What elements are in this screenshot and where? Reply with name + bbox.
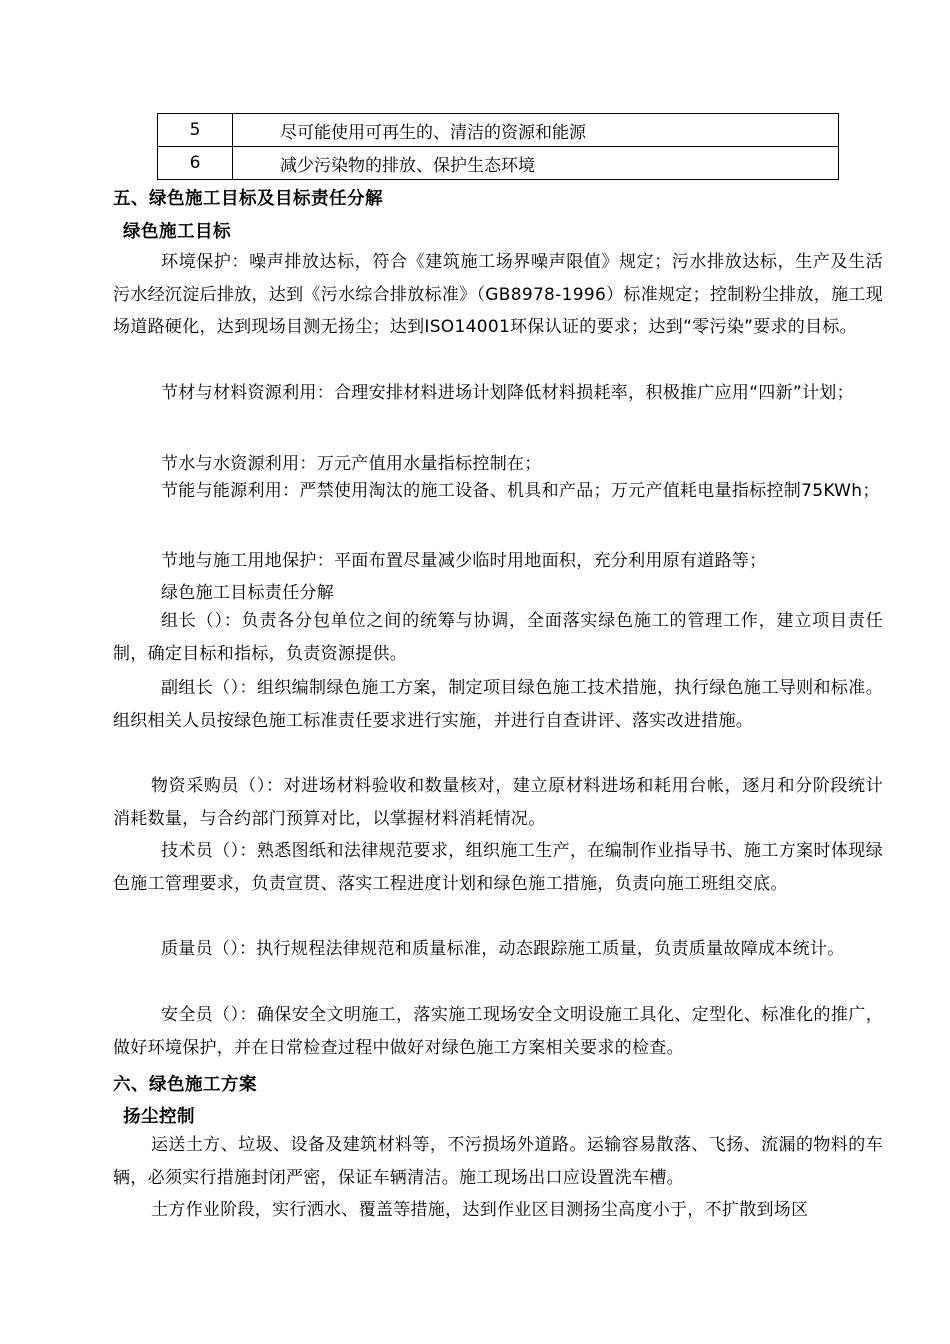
leader-paragraph: 组长（）：负责各分包单位之间的统筹与协调，全面落实绿色施工的管理工作，建立项目责任制，确定目标和指标，负责资源提供。 bbox=[113, 611, 883, 664]
row-text: 尽可能使用可再生的、清洁的资源和能源 bbox=[233, 114, 839, 147]
quality-paragraph: 质量员（）：执行规程法律规范和质量标准，动态跟踪施工质量，负责质量故障成本统计。 bbox=[161, 939, 845, 959]
section-6-heading: 六、绿色施工方案 bbox=[113, 1075, 257, 1095]
land-paragraph: 节地与施工用地保护：平面布置尽量减少临时用地面积，充分利用原有道路等； bbox=[161, 551, 767, 571]
deputy-paragraph: 副组长（）：组织编制绿色施工方案，制定项目绿色施工技术措施，执行绿色施工导则和标准。组织相关人员按绿色施工标准责任要求进行实施，并进行自查讲评、落实改进措施。 bbox=[113, 678, 883, 731]
earthwork-paragraph: 土方作业阶段，实行洒水、覆盖等措施，达到作业区目测扬尘高度小于，不扩散到场区 bbox=[151, 1200, 809, 1220]
transport-paragraph: 运送土方、垃圾、设备及建筑材料等，不污损场外道路。运输容易散落、飞扬、流漏的物料的车辆，必须实行措施封闭严密，保证车辆清洁。施工现场出口应设置洗车槽。 bbox=[113, 1135, 883, 1188]
row-number: 6 bbox=[158, 147, 233, 180]
energy-paragraph: 节能与能源利用：严禁使用淘汰的施工设备、机具和产品；万元产值耗电量指标控制75KWh； bbox=[161, 481, 880, 501]
table-row bbox=[158, 114, 839, 147]
responsibility-subheading: 绿色施工目标责任分解 bbox=[161, 583, 334, 603]
purchaser-paragraph: 物资采购员（）：对进场材料验收和数量核对，建立原材料进场和耗用台帐，逐月和分阶段统计消耗数量，与合约部门预算对比，以掌握材料消耗情况。 bbox=[113, 776, 883, 829]
row-number: 5 bbox=[158, 114, 233, 147]
section-5-heading: 五、绿色施工目标及目标责任分解 bbox=[113, 189, 383, 209]
dust-subheading: 扬尘控制 bbox=[123, 1107, 195, 1127]
table-row bbox=[158, 147, 839, 180]
goal-subheading: 绿色施工目标 bbox=[123, 222, 231, 242]
goals-table bbox=[157, 113, 839, 180]
technician-paragraph: 技术员（）：熟悉图纸和法律规范要求，组织施工生产，在编制作业指导书、施工方案时体现绿色施工管理要求，负责宣贯、落实工程进度计划和绿色施工措施，负责向施工班组交底。 bbox=[113, 841, 883, 894]
row-text: 减少污染物的排放、保护生态环境 bbox=[233, 147, 839, 180]
material-paragraph: 节材与材料资源利用：合理安排材料进场计划降低材料损耗率，积极推广应用“四新”计划； bbox=[161, 383, 854, 403]
water-paragraph: 节水与水资源利用：万元产值用水量指标控制在； bbox=[161, 454, 542, 474]
safety-paragraph: 安全员（）：确保安全文明施工，落实施工现场安全文明设施工具化、定型化、标准化的推广，做好环境保护，并在日常检查过程中做好对绿色施工方案相关要求的检查。 bbox=[113, 1005, 883, 1058]
env-paragraph: 环境保护：噪声排放达标，符合《建筑施工场界噪声限值》规定；污水排放达标，生产及生活污水经沉淀后排放，达到《污水综合排放标准》（GB8978-1996）标准规定；控制粉尘排放，施工现场道路硬化，达到现场目测无扬尘；达到ISO14001环保认证的要求；达到“零污染”要求的目标。 bbox=[113, 252, 883, 337]
